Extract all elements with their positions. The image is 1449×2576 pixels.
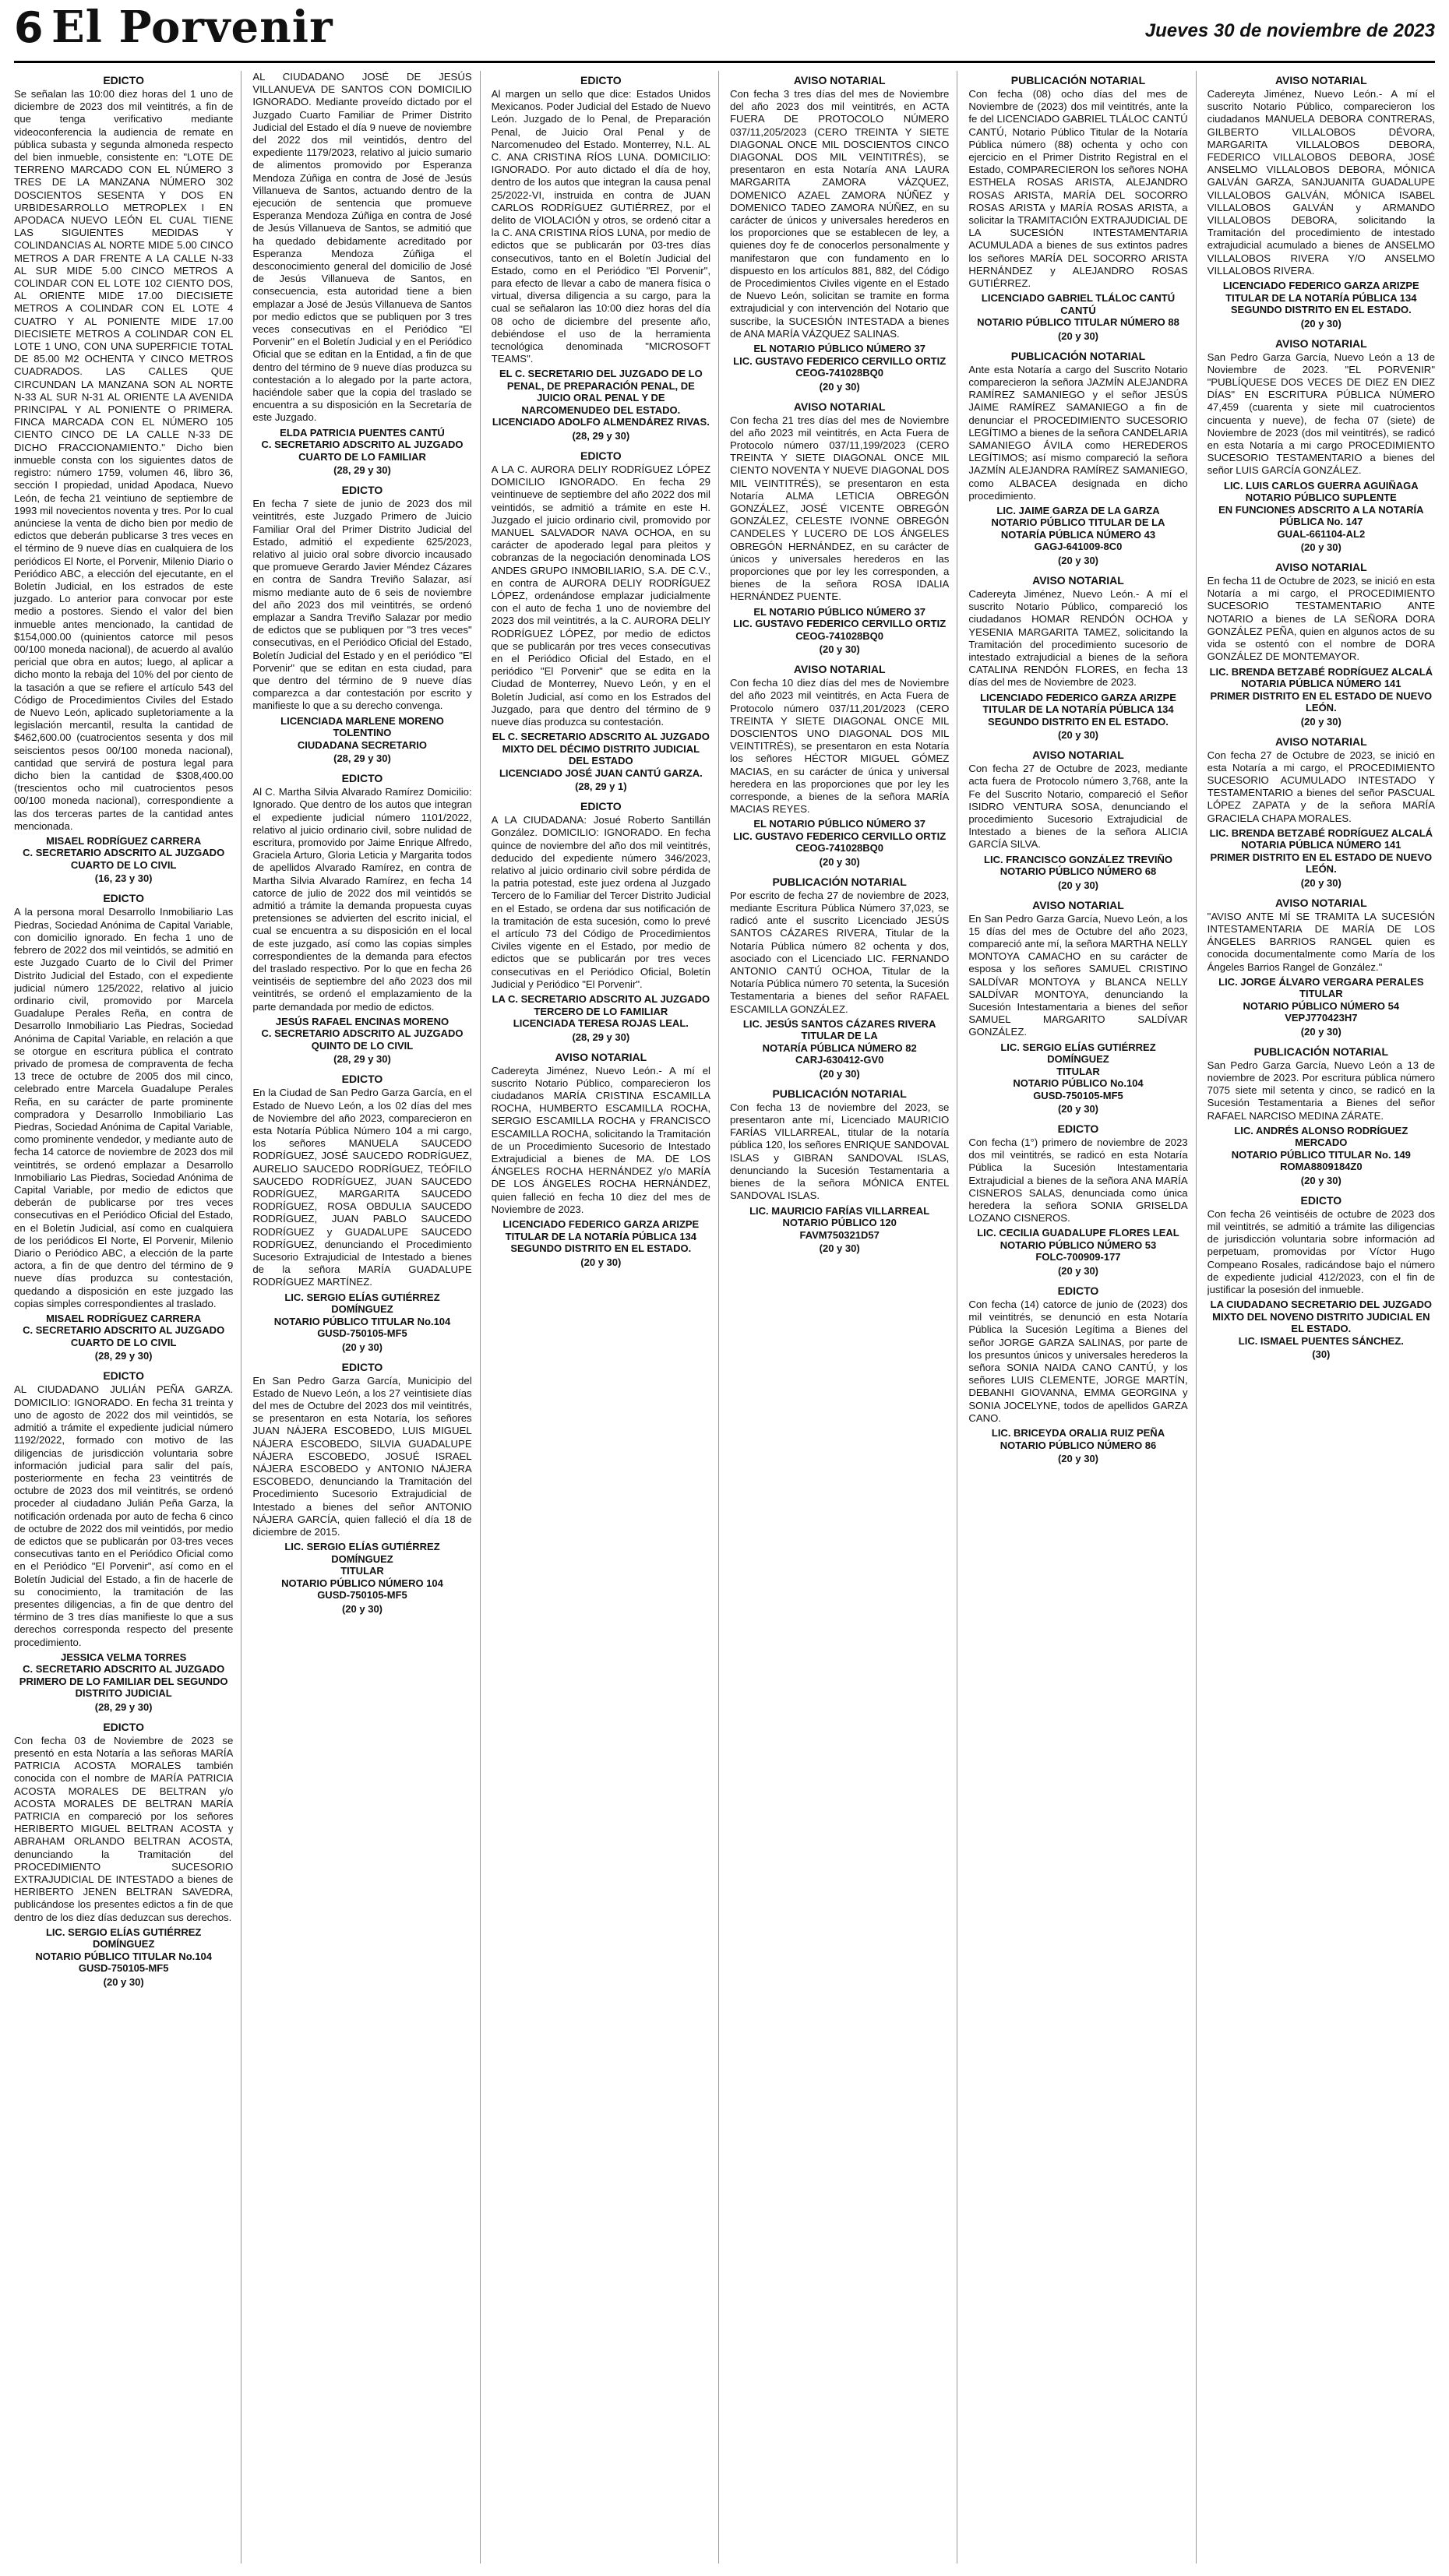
notice-body: Con fecha 27 de Octubre de 2023, se inició en esta Notaría a mi cargo, el PROCEDIMIENTO SUCESORIO ACUMULADO INTESTADO Y TESTAMENTARIO a bienes del señor PASCUAL LÓPEZ ZAPATA y de la señora MARÍA GRACIELA CHAPA MORALES. [1207, 749, 1435, 824]
legal-notice [252, 1073, 471, 1352]
notice-body: Con fecha 10 diez días del mes de Noviembre del año 2023 mil veintitrés, en Acta Fuera de Protocolo número 037/11,201/2023 (CERO TREINTA Y SIETE DIAGONAL ONCE MIL DOSCIENTOS UNO DIAGONAL DOS MIL VEINTITRÉS), se presentaron en esta Notaría los señores HÉCTOR MIGUEL GÓMEZ MACIAS, en su carácter de única y universal heredera en las proporciones que por ley les corresponde, a bienes de la señora MARÍA MACIAS REYES. [730, 677, 950, 816]
notice-signature: LIC. JESÚS SANTOS CÁZARES RIVERA TITULAR DE LA NOTARÍA PÚBLICA NÚMERO 82 CARJ-630412-GV0 [742, 1017, 936, 1066]
legal-notice [730, 74, 949, 393]
notice-signature: LICENCIADO FEDERICO GARZA ARIZPE TITULAR DE LA NOTARÍA PÚBLICA 134 SEGUNDO DISTRITO EN EL ESTADO. [502, 1218, 700, 1255]
legal-notice [252, 484, 471, 764]
legal-notice [1208, 1194, 1435, 1360]
legal-notice [492, 74, 710, 442]
legal-notice [1208, 735, 1435, 889]
publication-dates: (28, 29 y 30) [572, 1031, 630, 1043]
notice-title: AVISO NOTARIAL [1274, 74, 1367, 86]
notice-signature: LIC. JAIME GARZA DE LA GARZA NOTARIO PÚBLICO TITULAR DE LA NOTARÍA PÚBLICA NÚMERO 43 GAGJ-641009-8C0 [991, 504, 1165, 553]
legal-notice [1208, 1045, 1435, 1186]
notice-signature: JESSICA VELMA TORRES C. SECRETARIO ADSCRITO AL JUZGADO PRIMERO DE LO FAMILIAR DEL SEGUNDO DISTRITO JUDICIAL [19, 1651, 228, 1700]
notice-title: AVISO NOTARIAL [1032, 749, 1124, 762]
notice-body: Con fecha (14) catorce de junio de (2023) dos mil veintitrés, se denunció en esta Notaría Pública la Sucesión Legítima a Bienes del señor JORGE GARZA SALINAS, por parte de los presuntos únicos y universales herederos la señora SONIA NAIDA CANO CANTÚ, y los señores LUIS CLEMENTE, JORGE MARTÍN, DEBANHI GIOVANNA, EMMA GEORGINA y SONIA JOCELYNE, todos de apellidos GARZA CANO. [968, 1298, 1188, 1424]
legal-notice [968, 574, 1187, 741]
notice-signature: EL NOTARIO PÚBLICO NÚMERO 37 LIC. GUSTAVO FEDERICO CERVILLO ORTIZ CEOG-741028BQ0 [733, 818, 947, 855]
notice-signature: LICENCIADO GABRIEL TLÁLOC CANTÚ CANTÚ NOTARIO PÚBLICO TITULAR NÚMERO 88 [977, 292, 1179, 329]
notice-body: AL CIUDADANO JULIÁN PEÑA GARZA. DOMICILIO: IGNORADO. En fecha 31 treinta y uno de agosto de 2022 dos mil veintidós, se admitió a trámite el expediente judicial número 1192/2022, formado con motivo de las diligencias de jurisdicción voluntaria sobre información judicial para salir del país, posteriormente en fecha 23 veintitrés de octubre de 2023 dos mil veintitrés, se ordenó proceder al ciudadano Julián Peña Garza, la notificación ordenada por auto de fecha 6 cinco de octubre de 2022 dos mil veintidós, por medio de edictos que se publicarán por 03-tres veces consecutivas tanto en el Periódico Oficial como en el Periódico "El Porvenir", así como en el Boletín Judicial del Estado, a fin de hacerle de su conocimiento, la tramitación de las presentes diligencias, a fin de que dentro del término de 3 tres días manifieste lo que a sus derechos corresponda respecto del presente procedimiento. [14, 1383, 234, 1648]
publication-dates: (20 y 30) [1300, 715, 1341, 728]
notice-title: EDICTO [1057, 1122, 1099, 1136]
notice-body: AL CIUDADANO JOSÉ DE JESÚS VILLANUEVA DE SANTOS CON DOMICILIO IGNORADO. Mediante proveído dictado por el Juzgado Cuarto Familiar de Primer Distrito Judicial del Estado el día 9 nueve de noviembre del 2022 dos mil veintidós, dentro del expediente 1179/2023, relativo al juicio sumario de alimentos promovido por Esperanza Mendoza Zúñiga en contra de José de Jesús Villanueva de Santos, actuando dentro de la ejecución de sentencia que promueve Esperanza Mendoza Zúñiga en contra de José de Jesús Villanueva de Santos, se admitió que ha quedado debidamente acreditado por Esperanza Mendoza Zúñiga el desconocimiento general del domicilio de José de Jesús Villanueva de Santos, en consecuencia, esta autoridad tiene a bien emplazar a José de Jesús Villanueva de Santos por medio edictos que se publiquen por 3 tres veces consecutivas en el Periódico "El Porvenir" en el Boletín Judicial y en el Periódico Oficial que se editan en la Entidad, a fin de que dentro del término de 9 nueve días produzca su contestación a lo alegado por la parte actora, haciéndole saber que la copia del traslado se encuentra a su disposición en la Secretaría de este Juzgado. [252, 71, 472, 424]
notice-body: En fecha 7 siete de junio de 2023 dos mil veintitrés, este Juzgado Primero de Juicio Familiar Oral del Primer Distrito Judicial del Estado, admitió el expediente 625/2023, relativo al juicio oral sobre divorcio incausado que promueve Gerardo Javier Méndez Cázares en contra de Sandra Treviño Salazar, así mismo mediante auto de 6 seis de noviembre del año 2023 dos mil veintitrés, se ordenó emplazar a Sandra Treviño Salazar por medio de edictos que se publiquen por "3 tres veces" consecutivas, en el Periódico Oficial del Estado, Boletín Judicial del Estado y en el periódico "El Porvenir" que se editan en esta ciudad, para que dentro del término de 9 nueve días comparezca a dar contestación por escrito y manifieste lo que a su derecho convenga. [252, 498, 472, 712]
notice-signature: LA CIUDADANO SECRETARIO DEL JUZGADO MIXTO DEL NOVENO DISTRITO JUDICIAL EN EL ESTADO. LIC. ISMAEL PUENTES SÁNCHEZ. [1210, 1299, 1432, 1347]
notice-body: Con fecha 26 veintiséis de octubre de 2023 dos mil veintitrés, se admitió a trámite las diligencias de jurisdicción voluntaria sobre información ad perpetuam, promovidas por Víctor Hugo Compeano Rosales, radicándose bajo el número de expediente judicial 412/2023, con el fin de justificar la posesión del inmueble. [1207, 1207, 1435, 1295]
legal-notice [968, 74, 1187, 342]
notice-signature: EL C. SECRETARIO DEL JUZGADO DE LO PENAL, DE PREPARACIÓN PENAL, DE JUICIO ORAL PENAL Y DE NARCOMENUDEO DEL ESTADO. LICENCIADO ADOLFO ALMENDÁREZ RIVAS. [492, 368, 710, 428]
publication-dates: (20 y 30) [1300, 541, 1341, 554]
legal-notice [730, 1087, 949, 1254]
notice-body: Con fecha 03 de Noviembre de 2023 se presentó en esta Notaría a las señoras MARÍA PATRICIA ACOSTA MORALES también conocida con el nombre de MARÍA PATRICIA ACOSTA MORALES DE BELTRAN y/o ACOSTA MORALES DE BELTRAN MARÍA PATRICIA en compareció por los señores HERIBERTO MIGUEL BELTRAN ACOSTA y ABRAHAM ORLANDO BELTRAN ACOSTA, denunciando la Tramitación del PROCEDIMIENTO SUCESORIO EXTRAJUDICIAL DE INTESTADO a bienes de HERIBERTO JENEN BELTRAN SAVEDRA, publicándose los presentes edictos a fin de que dentro de los diez días deduzcan sus derechos. [14, 1734, 234, 1923]
notice-signature: ELDA PATRICIA PUENTES CANTÚ C. SECRETARIO ADSCRITO AL JUZGADO CUARTO DE LO FAMILIAR [261, 426, 464, 463]
notice-signature: LIC. BRENDA BETZABÉ RODRÍGUEZ ALCALÁ NOTARIA PÚBLICA NÚMERO 141 PRIMER DISTRITO EN EL ESTADO DE NUEVO LEÓN. [1209, 665, 1433, 714]
publication-dates: (20 y 30) [1057, 729, 1099, 742]
legal-notice [730, 663, 949, 868]
notice-body: Por escrito de fecha 27 de noviembre de 2023, mediante Escritura Pública Número 37,023, se radicó ante el suscrito Licenciado JESÚS SANTOS CÁZARES RIVERA, Titular de la Notaría Pública número 82 ochenta y dos, asociado con el Licenciado LIC. FERNANDO ANTONIO CANTÚ OCHOA, Titular de la Notaría Pública número 70 setenta, la Sucesión Testamentaria a bienes del señor RAFAEL ESCAMILLA GONZÁLEZ. [730, 889, 950, 1015]
notice-title: AVISO NOTARIAL [1032, 573, 1124, 587]
page-number: 6 [14, 3, 44, 52]
legal-notice [1208, 897, 1435, 1038]
notice-title: PUBLICACIÓN NOTARIAL [1253, 1045, 1389, 1058]
legal-notice [1208, 337, 1435, 554]
notice-signature: LICENCIADO FEDERICO GARZA ARIZPE TITULAR DE LA NOTARÍA PÚBLICA 134 SEGUNDO DISTRITO EN EL ESTADO. [1222, 280, 1419, 316]
notice-signature: LICENCIADO FEDERICO GARZA ARIZPE TITULAR DE LA NOTARÍA PÚBLICA 134 SEGUNDO DISTRITO EN EL ESTADO. [980, 691, 1176, 728]
legal-notice [968, 749, 1187, 890]
notice-body: Cadereyta Jiménez, Nuevo León.- A mí el suscrito Notario Público, compareció los ciudadanos HOMAR RENDÓN OCHOA y YESENIA MARGARITA TAMEZ, solicitando la Tramitación del procedimiento sucesorio de intestado extrajudicial a bienes de la señora CATALINA RENDÓN FLORES, en fecha 13 días del mes de Noviembre de 2023. [968, 587, 1188, 689]
legal-notice [1208, 561, 1435, 727]
publication-dates: (28, 29 y 30) [572, 429, 630, 442]
legal-notice [14, 892, 233, 1362]
publication-dates: (20 y 30) [1057, 1103, 1099, 1115]
legal-notice [730, 876, 949, 1080]
notice-signature: LIC. JORGE ÁLVARO VERGARA PERALES TITULAR NOTARIO PÚBLICO NÚMERO 54 VEPJ770423H7 [1218, 975, 1424, 1024]
notice-title: AVISO NOTARIAL [1274, 561, 1367, 574]
column-1 [14, 71, 242, 2564]
publication-dates: (28, 29 y 30) [333, 464, 391, 477]
publication-dates: (28, 29 y 30) [333, 1053, 391, 1066]
notice-signature: LIC. FRANCISCO GONZÁLEZ TREVIÑO NOTARIO PÚBLICO NÚMERO 68 [984, 853, 1172, 878]
notice-body: A LA C. AURORA DELIY RODRÍGUEZ LÓPEZ DOMICILIO IGNORADO. En fecha 29 veintinueve de septiembre del año 2022 dos mil veintidós, se admitió a trámite en este H. Juzgado el juicio ordinario civil, promovido por MANUEL SALVADOR NAVA OCHOA, en su carácter de apoderado legal para pleitos y cobranzas de la negociación denominada LOS ANDES GRUPO INMOBILIARIO, S.A. DE C.V., en contra de AURORA DELIY RODRÍGUEZ LÓPEZ, ordenándose emplazar judicialmente con el auto de fecha 1 uno de noviembre del 2023 dos mil veintitrés, a la C. AURORA DELIY RODRÍGUEZ LÓPEZ, por medio de edictos que se publicarán por tres veces consecutivas en el Periódico Oficial del Estado, en el periódico "El Porvenir" que se edita en la Ciudad de Monterrey, Nuevo León, y en el Boletín Judicial, así como en los Estrados del Juzgado, para que dentro del término de 9 nueve días produzca su contestación. [491, 463, 710, 728]
column-2 [252, 71, 480, 2564]
legal-notice [1208, 74, 1435, 329]
notice-title: PUBLICACIÓN NOTARIAL [1010, 349, 1146, 362]
notice-title: EDICTO [103, 892, 144, 905]
notice-signature: JESÚS RAFAEL ENCINAS MORENO C. SECRETARIO ADSCRITO AL JUZGADO QUINTO DE LO CIVIL [261, 1015, 464, 1052]
publication-dates: (28, 29 y 30) [333, 752, 391, 765]
publication-dates: (20 y 30) [819, 380, 860, 393]
notice-title: AVISO NOTARIAL [793, 663, 886, 676]
notice-title: AVISO NOTARIAL [1032, 898, 1124, 911]
notice-body: En San Pedro Garza García, Municipio del Estado de Nuevo León, a los 27 veintisiete días del mes de Octubre del 2023 dos mil veintitrés, se presentaron en esta Notaría, los señores JUAN NÁJERA ESCOBEDO, LUIS MIGUEL NÁJERA ESCOBEDO, SILVIA GUADALUPE NÁJERA ESCOBEDO, JOSUÉ ISRAEL NÁJERA ESCOBEDO y ANTONIO NÁJERA ESCOBEDO, denunciando la Tramitación del Procedimiento Sucesorio Extrajudicial de Intestado a bienes del señor ANTONIO NÁJERA GARCÍA, quien falleció el día 18 de diciembre de 2015. [252, 1374, 472, 1538]
issue-date: Jueves 30 de noviembre de 2023 [1144, 20, 1435, 41]
newspaper-masthead: El Porvenir [51, 2, 333, 53]
notice-signature: MISAEL RODRÍGUEZ CARRERA C. SECRETARIO ADSCRITO AL JUZGADO CUARTO DE LO CIVIL [23, 834, 225, 871]
legal-notice [968, 350, 1187, 566]
notice-body: A LA CIUDADANA: Josué Roberto Santillán González. DOMICILIO: IGNORADO. En fecha quince de noviembre del año dos mil veintitrés, deducido del expediente número 346/2023, relativo al juicio ordinario civil sobre pérdida de la patria potestad, este juez ordena al Juzgado Tercero de lo Familiar del Tercer Distrito Judicial en el Estado, se ordena dar sus notificación de la tramitación de esta sucesión, como lo prevé el artículo 73 del Código de Procedimientos Civiles vigente en el Estado, por medio de edictos que se publicarán por tres veces consecutivas en el Periódico Oficial, Boletín Judicial y Periódico "El Porvenir". [491, 814, 710, 990]
notice-signature: LIC. SERGIO ELÍAS GUTIÉRREZ DOMÍNGUEZ NOTARIO PÚBLICO TITULAR No.104 GUSD-750105-MF5 [35, 1926, 212, 1975]
notice-body: Con fecha (1°) primero de noviembre de 2023 dos mil veintitrés, se radicó en esta Notaría Pública la Sucesión Intestamentaria Extrajudicial a bienes de la señora ANA MARÍA CISNEROS SALAS, denunciada como única heredera la señora SONIA GRISELDA LOZANO CISNEROS. [968, 1136, 1188, 1225]
publication-dates: (20 y 30) [819, 643, 860, 656]
publication-dates: (20 y 30) [1057, 1264, 1099, 1277]
publication-dates: (20 y 30) [1300, 1174, 1341, 1186]
column-4 [730, 71, 957, 2564]
notice-signature: LIC. LUIS CARLOS GUERRA AGUIÑAGA NOTARIO PÚBLICO SUPLENTE EN FUNCIONES ADSCRITO A LA NOTARÍA PÚBLICA No. 147 GUAL-661104-AL2 [1218, 479, 1424, 540]
publication-dates: (28, 29 y 30) [94, 1700, 153, 1713]
notice-title: AVISO NOTARIAL [1274, 735, 1367, 748]
publication-dates: (20 y 30) [1300, 317, 1341, 329]
notice-title: EDICTO [1057, 1284, 1099, 1297]
notice-signature: LIC. SERGIO ELÍAS GUTIÉRREZ DOMÍNGUEZ TITULAR NOTARIO PÚBLICO NÚMERO 104 GUSD-750105-MF5 [281, 1541, 443, 1602]
legal-notice [968, 1122, 1187, 1277]
notice-signature: LIC. SERGIO ELÍAS GUTIÉRREZ DOMÍNGUEZ NOTARIO PÚBLICO TITULAR No.104 GUSD-750105-MF5 [273, 1291, 451, 1340]
notice-signature: EL C. SECRETARIO ADSCRITO AL JUZGADO MIXTO DEL DÉCIMO DISTRITO JUDICIAL DEL ESTADO LICENCIADO JOSÉ JUAN CANTÚ GARZA. [492, 731, 710, 779]
notice-body: Al margen un sello que dice: Estados Unidos Mexicanos. Poder Judicial del Estado de Nuevo León. Juzgado de lo Penal, de Preparación Penal, de Juicio Oral Penal y de Narcomenudeo del Estado. Monterrey, N.L. AL C. ANA CRISTINA RÍOS LUNA. DOMICILIO: IGNORADO. Por auto dictado el día de hoy, dentro de los autos que integran la causa penal 25/2022-VI, instruida en contra de JUAN CARLOS RODRÍGUEZ GUTIÉRREZ, por el delito de VIOLACIÓN y otros, se ordenó citar a la C. ANA CRISTINA RÍOS LUNA, por medio de edictos que se publicarán por 03-tres días consecutivos, tanto en el Boletín Judicial del Estado, como en el Periódico "El Porvenir", para efecto de llevar a cabo de manera física o virtual, diversa diligencia a su cargo, para la cual se señalaron las 10:00 diez horas del día 08 ocho de diciembre del presente año, debiéndose el uso de la herramienta tecnológica denominada "MICROSOFT TEAMS". [491, 88, 710, 365]
notice-title: AVISO NOTARIAL [793, 74, 886, 86]
legal-notice [252, 1361, 471, 1615]
notice-title: EDICTO [580, 74, 622, 86]
legal-notice [14, 74, 233, 884]
legal-notice [968, 1284, 1187, 1464]
notice-body: Se señalan las 10:00 diez horas del 1 uno de diciembre de 2023 dos mil veintitrés, a fin de que tenga verificativo mediante videoconferencia la audiencia de remate en pública subasta y segunda almoneda respecto del bien inmueble, consistente en: "LOTE DE TERRENO MARCADO CON EL NÚMERO 3 TRES DE LA MANZANA NÚMERO 302 DOSCIENTOS SESENTA Y DOS EN URBIDESARROLLO METROPLEX I EN APODACA NUEVO LEÓN EL CUAL TIENE LAS SIGUIENTES MEDIDAS Y COLINDANCIAS AL NORTE MIDE 5.00 CINCO METROS A DAR FRENTE A LA CALLE N-33 AL SUR MIDE 5.00 CINCO METROS A COLINDAR CON EL LOTE 102 CIENTO DOS, AL ORIENTE MIDE 17.00 DIECISIETE METROS A COLINDAR CON EL LOTE 4 CUATRO Y AL PONIENTE MIDE 17.00 DIECISIETE METROS A COLINDAR CON EL LOTE 1 UNO, CON UNA SUPERFICIE TOTAL DE 85.00 M2 OCHENTA Y CINCO METROS CUADRADOS. LAS CALLES QUE CIRCUNDAN LA MANZANA SON AL NORTE N-33 AL SUR N-31 AL ORIENTE LA AVENIDA PRINCIPAL Y AL PONIENTE O PRIMERA. FINCA MARCADA CON EL NÚMERO 105 CIENTO CINCO DE LA CALLE N-33 DE DICHO FRACCIONAMIENTO." Dicho bien inmueble consta con los siguientes datos de registro: número 1759, volumen 46, libro 36, sección I propiedad, unidad Apodaca, Nuevo León, de fecha 21 veintiuno de septiembre de 1993 mil novecientos noventa y tres. Por lo cual anúnciese la venta de dicho bien por medio de edictos que deberán publicarse 3 tres veces en el término de 9 nueve días en cualquiera de los periódicos El Norte, el Porvenir, Milenio Diario o Periódico ABC, a elección del ejecutante, en el Boletín Judicial, en los estrados de este juzgado. Lo anterior para convocar por este medio a postores. Siendo el valor del bien inmueble antes mencionado, la cantidad de $154,000.00 (quinientos catorce mil pesos 00/100 moneda nacional), de acuerdo al avalúo pericial que obra en autos; luego, al aplicar a dicho monto la rebaja del 10% del por ciento de la tasación a que se refiere el artículo 543 del Código de Procedimientos Civiles del Estado de Nuevo León, aplicado supletoriamente a la legislación mercantil, resulta la cantidad de $462,600.00 (cuatrocientos sesenta y dos mil seiscientos pesos 00/100 moneda nacional), cantidad que servirá de postura legal para dicho bien la cantidad de $308,400.00 (trescientos ocho mil cuatrocientos pesos 00/100 moneda nacional), correspondiente a las dos terceras partes de la cantidad antes mencionada. [14, 88, 234, 832]
publication-dates: (30) [1312, 1348, 1331, 1361]
publication-dates: (16, 23 y 30) [94, 872, 153, 885]
notice-signature: LIC. MAURICIO FARÍAS VILLARREAL NOTARIO PÚBLICO 120 FAVM750321D57 [749, 1204, 930, 1241]
notice-signature: LIC. BRICEYDA ORALIA RUIZ PEÑA NOTARIO PÚBLICO NÚMERO 86 [991, 1427, 1165, 1451]
publication-dates: (20 y 30) [819, 855, 860, 868]
notice-body: Al C. Martha Silvia Alvarado Ramírez Domicilio: Ignorado. Que dentro de los autos que integran el expediente judicial número 1101/2022, relativo al juicio ordinario civil, sobre nulidad de escritura, promovido por Jaime Enrique Alfredo, Graciela Arturo, Gloria Leticia y Margarita todos de apellidos Alvarado Ramírez, en contra de Martha Silvia Alvarado Ramírez, en fecha 14 catorce de julio de 2022 dos mil veintidós se admitió a trámite la demanda propuesta cuyas pretensiones se advierten del escrito inicial, el cual se encuentra a su disposición en el local de este juzgado, así como las copias simples correspondientes de la demanda para efectos del traslado respectivo. Por lo que en fecha 26 veintiséis de septiembre del año 2023 dos mil veintitrés, se ordenó el emplazamiento de la parte demandada por medio de edictos. [252, 786, 472, 1013]
notice-title: PUBLICACIÓN NOTARIAL [772, 1087, 907, 1100]
notice-title: EDICTO [580, 800, 622, 813]
notice-title: AVISO NOTARIAL [1274, 337, 1367, 350]
notice-title: EDICTO [341, 1073, 383, 1086]
notice-title: EDICTO [103, 1720, 144, 1733]
legal-notice [14, 1721, 233, 1988]
notice-body: San Pedro Garza García, Nuevo León a 13 de noviembre de 2023. Por escritura pública número 7075 siete mil setenta y cinco, se radicó en la Sucesión Testamentaria a Bienes del señor RAFAEL NARCISO MEDINA ZÁRATE. [1207, 1059, 1435, 1122]
legal-notice [730, 400, 949, 656]
publication-dates: (20 y 30) [1300, 1025, 1341, 1038]
notice-signature: EL NOTARIO PÚBLICO NÚMERO 37 LIC. GUSTAVO FEDERICO CERVILLO ORTIZ CEOG-741028BQ0 [733, 605, 947, 642]
notice-body: Cadereyta Jiménez, Nuevo León.- A mí el suscrito Notario Público, comparecieron los ciudadanos MANUELA DEBORA CONTRERAS, GILBERTO VILLALOBOS DÉVORA, MARGARITA VILLALOBOS DEBORA, FEDERICO VILLALOBOS DEBORA, JOSÉ ANSELMO VILLALOBOS DEBORA, MÓNICA GALVÁN GARZA, SANJUANITA GUADALUPE VILLALOBOS GALVÁN, MÓNICA ISABEL VILLALOBOS GALVÁN y ARMANDO VILLALOBOS DEBORA, solicitando la Tramitación del procedimiento de intestado extrajudicial acumulado a bienes de ANSELMO VILLALOBOS RIVERA Y/O ANSELMO VILLALOBOS RIVERA. [1207, 88, 1435, 277]
publication-dates: (20 y 30) [341, 1341, 383, 1353]
page-header [14, 0, 1435, 63]
notice-body: Cadereyta Jiménez, Nuevo León.- A mí el suscrito Notario Público, comparecieron los ciudadanos MARÍA CRISTINA ESCAMILLA ROCHA, HUMBERTO ESCAMILLA ROCHA, SERGIO ESCAMILLA ROCHA y FRANCISCO ESCAMILLA ROCHA, solicitando la Tramitación de un Procedimiento Sucesorio de Intestado Extrajudicial a bienes de MA. DE LOS ÁNGELES ROCHA HERNÁNDEZ y/o MARÍA DE LOS ÁNGELES ROCHA HERNÁNDEZ, quien falleció en fecha 10 diez del mes de Noviembre de 2023. [491, 1064, 710, 1215]
legal-notice [492, 449, 710, 792]
notice-signature: LICENCIADA MARLENE MORENO TOLENTINO CIUDADANA SECRETARIO [280, 714, 444, 751]
notice-body: Con fecha 27 de Octubre de 2023, mediante acta fuera de Protocolo número 3,768, ante la Fe del Suscrito Notario, compareció el Señor ISIDRO VENTURA SOSA, denunciando el procedimiento Sucesorio Extrajudicial de Intestado a bienes de la señora ALICIA GARCÍA SILVA. [968, 763, 1188, 851]
legal-notice [14, 1369, 233, 1712]
notice-title: EDICTO [341, 772, 383, 785]
notice-signature: LA C. SECRETARIO ADSCRITO AL JUZGADO TERCERO DE LO FAMILIAR LICENCIADA TERESA ROJAS LEAL. [492, 993, 710, 1030]
notice-body: En la Ciudad de San Pedro Garza García, en el Estado de Nuevo León, a los 02 días del mes de Noviembre del año 2023, comparecieron en esta Notaría Pública Número 104 a mi cargo, los señores MANUELA SAUCEDO RODRÍGUEZ, JOSÉ SAUCEDO RODRÍGUEZ, AURELIO SAUCEDO RODRÍGUEZ, TEÓFILO SAUCEDO RODRÍGUEZ, JUAN SAUCEDO RODRÍGUEZ, MARGARITA SAUCEDO RODRÍGUEZ, ROSA OBDULIA SAUCEDO RODRÍGUEZ, JUAN PABLO SAUCEDO RODRÍGUEZ y GUADALUPE SAUCEDO RODRÍGUEZ, denunciando el Procedimiento Sucesorio Extrajudicial de Intestado a bienes de la señora MARÍA GUADALUPE RODRÍGUEZ MARTÍNEZ. [252, 1087, 472, 1288]
notice-body: Con fecha 21 tres días del mes de Noviembre del año 2023 mil veintitrés, en Acta Fuera de Protocolo número 037/11,199/2023 (CERO TREINTA Y SIETE DIAGONAL ONCE MIL CIENTO NOVENTA Y NUEVE DIAGONAL DOS MIL VEINTITRÉS), se presentaron en esta Notaría ALMA LETICIA OBREGÓN GONZÁLEZ, JOSÉ VICENTE OBREGÓN GONZÁLEZ, CELESTE IVONNE OBREGÓN CANDELES Y LUCERO DE LOS ÁNGELES OBREGÓN HERNÁNDEZ, en su carácter de únicos y universales herederos en las proporciones que por ley les corresponden, a bienes de la señora ROSA IDALIA HERNÁNDEZ PUENTE. [730, 414, 950, 603]
notice-title: EDICTO [103, 1369, 144, 1383]
notice-body: En San Pedro Garza García, Nuevo León, a los 15 días del mes de Octubre del año 2023, compareció ante mí, la señora MARTHA NELLY MONTOYA CAMACHO en su carácter de esposa y los señores SAMUEL CRISTINO SALDÍVAR MONTOYA y BLANCA NELLY SALDÍVAR MONTOYA, denunciando la Sucesión Intestamentaria a bienes del señor SAMUEL MARGARITO SALDÍVAR GONZÁLEZ. [968, 912, 1188, 1038]
notice-title: AVISO NOTARIAL [793, 400, 886, 413]
legal-notice [252, 772, 471, 1065]
newspaper-columns [14, 71, 1435, 2564]
publication-dates: (28, 29 y 1) [575, 781, 627, 793]
notice-signature: MISAEL RODRÍGUEZ CARRERA C. SECRETARIO ADSCRITO AL JUZGADO CUARTO DE LO CIVIL [23, 1312, 225, 1348]
publication-dates: (28, 29 y 30) [94, 1350, 153, 1362]
notice-signature: EL NOTARIO PÚBLICO NÚMERO 37 LIC. GUSTAVO FEDERICO CERVILLO ORTIZ CEOG-741028BQ0 [733, 343, 947, 379]
publication-dates: (20 y 30) [819, 1242, 860, 1254]
notice-title: EDICTO [103, 74, 144, 86]
publication-dates: (20 y 30) [103, 1975, 144, 1988]
notice-title: PUBLICACIÓN NOTARIAL [1010, 74, 1146, 86]
notice-body: A la persona moral Desarrollo Inmobiliario Las Piedras, Sociedad Anónima de Capital Variable, con domicilio ignorado. En fecha 1 uno de febrero de 2022 dos mil veintidós, se admitió en este Juzgado Cuarto de lo Civil del Primer Distrito Judicial del Estado, con el expediente judicial número 125/2022, relativo al juicio ordinario civil, promovido por Marcela Guadalupe Perales Reña, en contra de Desarrollo Inmobiliario Las Piedras, Sociedad Anónima de Capital Variable, en relación a que se otorgue en escritura pública el contrato privado de promesa de compraventa de fecha 13 trece de octubre de 2005 dos mil cinco, celebrado entre Marcela Guadalupe Perales Reña, en su carácter de parte prominente compradora y Desarrollo Inmobiliario Las Piedras, Sociedad Anónima de Capital Variable, como prominente vendedor, y mediante auto de fecha 14 catorce de noviembre de 2023 dos mil veintitrés, se ordenó emplazar a Desarrollo Inmobiliario Las Piedras, Sociedad Anónima de Capital Variable, por medio de edictos que deberán de publicarse por tres veces consecutivas en el Periódico Oficial del Estado, en el Boletín Judicial, así como en cualquiera de los periódicos El Norte, El Porvenir, Milenio Diario o Periódico ABC, a elección de la parte actora, a fin de que dentro del término de 9 nueve días produzca su contestación, quedando a disposición en este juzgado las copias simples correspondientes al traslado. [14, 906, 234, 1309]
column-5 [968, 71, 1196, 2564]
notice-body: Ante esta Notaría a cargo del Suscrito Notario comparecieron la señora JAZMÍN ALEJANDRA RAMÍREZ SAMANIEGO y el señor JESÚS JAIME RAMÍREZ SAMANIEGO a fin de denunciar el PROCEDIMIENTO SUCESORIO LEGÍTIMO a bienes de la señora CANDELARIA SAMANIEGO ÁVILA como HEREDEROS LEGÍTIMOS; así mismo compareció la señora JAZMÍN ALEJANDRA RAMÍREZ SAMANIEGO, como ALBACEA designada en dicho procedimiento. [968, 363, 1188, 502]
notice-signature: LIC. CECILIA GUADALUPE FLORES LEAL NOTARIO PÚBLICO NÚMERO 53 FOLC-700909-177 [977, 1227, 1179, 1263]
publication-dates: (20 y 30) [819, 1067, 860, 1080]
notice-body: En fecha 11 de Octubre de 2023, se inició en esta Notaría a mi cargo, el PROCEDIMIENTO SUCESORIO TESTAMENTARIO ANTE NOTARIO a bienes de LA SEÑORA DORA GONZÁLEZ PEÑA, quien en algunos actos de su vida se ostentó con el nombre de DORA GONZÁLEZ DE MONTEMAYOR. [1207, 575, 1435, 663]
notice-title: EDICTO [580, 449, 622, 462]
notice-body: San Pedro Garza García, Nuevo León a 13 de Noviembre de 2023. "EL PORVENIR" "PUBLÍQUESE DOS VECES DE DIEZ EN DIEZ DÍAS" EN ESCRITURA PÚBLICA NÚMERO 47,459 (cuarenta y siete mil cuatrocientos cincuenta y nueve), de fecha 07 (siete) de Noviembre de 2023 (dos mil veintitrés), se radicó en esta Notaría a mi cargo PROCEDIMIENTO SUCESORIO TESTAMENTARIO a bienes del señor LUIS GARCÍA GONZÁLEZ. [1207, 351, 1435, 477]
notice-title: EDICTO [341, 1360, 383, 1373]
notice-title: EDICTO [341, 484, 383, 497]
column-6 [1208, 71, 1435, 2564]
notice-title: AVISO NOTARIAL [1274, 896, 1367, 909]
column-3 [492, 71, 719, 2564]
notice-signature: LIC. SERGIO ELÍAS GUTIÉRREZ DOMÍNGUEZ TITULAR NOTARIO PÚBLICO No.104 GUSD-750105-MF5 [1000, 1041, 1156, 1101]
notice-title: EDICTO [1300, 1193, 1342, 1207]
notice-title: AVISO NOTARIAL [555, 1050, 647, 1063]
notice-body: Con fecha 3 tres días del mes de Noviembre del año 2023 dos mil veintitrés, en ACTA FUERA DE PROTOCOLO NÚMERO 037/11,205/2023 (CERO TREINTA Y SIETE DIAGONAL ONCE MIL DOSCIENTOS CINCO DIAGONAL DOS MIL VEINTITRÉS), se presentaron en esta Notaría ANA LAURA MARGARITA ZAMORA VÁZQUEZ, DOMENICO AZAEL ZAMORA NÚÑEZ y DOMENICO TADEO ZAMORA NÚÑEZ, en su carácter de únicos y universales herederos en los proporciones que se establecen de ley, a quienes doy fe de conocerlos personalmente y manifestaron que con fundamento en lo dispuesto en los artículos 881, 882, del Código de Procedimientos Civiles vigente en el Estado de Nuevo León, solicitan se tramite en forma extrajudicial y con intervención del Notario que suscribe, la SUCESIÓN INTESTADA a bienes de ANA MARÍA VÁZQUEZ SALINAS. [730, 88, 950, 340]
notice-signature: LIC. ANDRÉS ALONSO RODRÍGUEZ MERCADO NOTARIO PÚBLICO TITULAR No. 149 ROMA8809184Z0 [1231, 1124, 1411, 1173]
publication-dates: (20 y 30) [1300, 876, 1341, 889]
publication-dates: (20 y 30) [1057, 329, 1099, 342]
notice-body: Con fecha (08) ocho días del mes de Noviembre de (2023) dos mil veintitrés, ante la fe del LICENCIADO GABRIEL TLÁLOC CANTÚ CANTÚ, Notario Público Titular de la Notaría Pública número (88) ochenta y ocho con ejercicio en el Primer Distrito Registral en el Estado, COMPARECIERON los señores NOHA ESTHELA ROSAS ARISTA, ALEJANDRO ROSAS ARISTA, MARÍA DEL SOCORRO ROSAS ARISTA y MARÍA ROSAS ARISTA, a solicitar la TRAMITACIÓN EXTRAJUDICIAL DE LA SUCESIÓN INTESTAMENTARIA ACUMULADA a bienes de sus extintos padres los señores MARÍA DEL SOCORRO ARISTA HERNÁNDEZ y ALEJANDRO ROSAS GUTIÉRREZ. [968, 88, 1188, 290]
publication-dates: (20 y 30) [580, 1256, 622, 1268]
publication-dates: (20 y 30) [1057, 879, 1099, 891]
notice-signature: LIC. BRENDA BETZABÉ RODRÍGUEZ ALCALÁ NOTARIA PÚBLICA NÚMERO 141 PRIMER DISTRITO EN EL ESTADO DE NUEVO LEÓN. [1209, 826, 1433, 876]
publication-dates: (20 y 30) [341, 1602, 383, 1615]
publication-dates: (20 y 30) [1057, 1453, 1099, 1465]
notice-body: "AVISO ANTE MÍ SE TRAMITA LA SUCESIÓN INTESTAMENTARIA DE MARÍA DE LOS ÁNGELES BARRIOS RANGEL quien es conocida documentalmente como María de los Ángeles Barrios Rangel de González." [1207, 910, 1435, 973]
legal-notice [492, 1051, 710, 1268]
publication-dates: (20 y 30) [1057, 554, 1099, 566]
legal-notice [492, 800, 710, 1042]
notice-title: PUBLICACIÓN NOTARIAL [772, 875, 907, 888]
legal-notice [252, 71, 471, 476]
legal-notice [968, 899, 1187, 1115]
notice-body: Con fecha 13 de noviembre del 2023, se presentaron ante mí, Licenciado MAURICIO FARÍAS VILLARREAL, titular de la notaría pública 120, los señores ENRIQUE SANDOVAL ISLAS y GIBRAN SANDOVAL ISLAS, denunciando la Sucesión Testamentaria a bienes de la señora MÓNICA ENTEL SANDOVAL ISLAS. [730, 1101, 950, 1202]
